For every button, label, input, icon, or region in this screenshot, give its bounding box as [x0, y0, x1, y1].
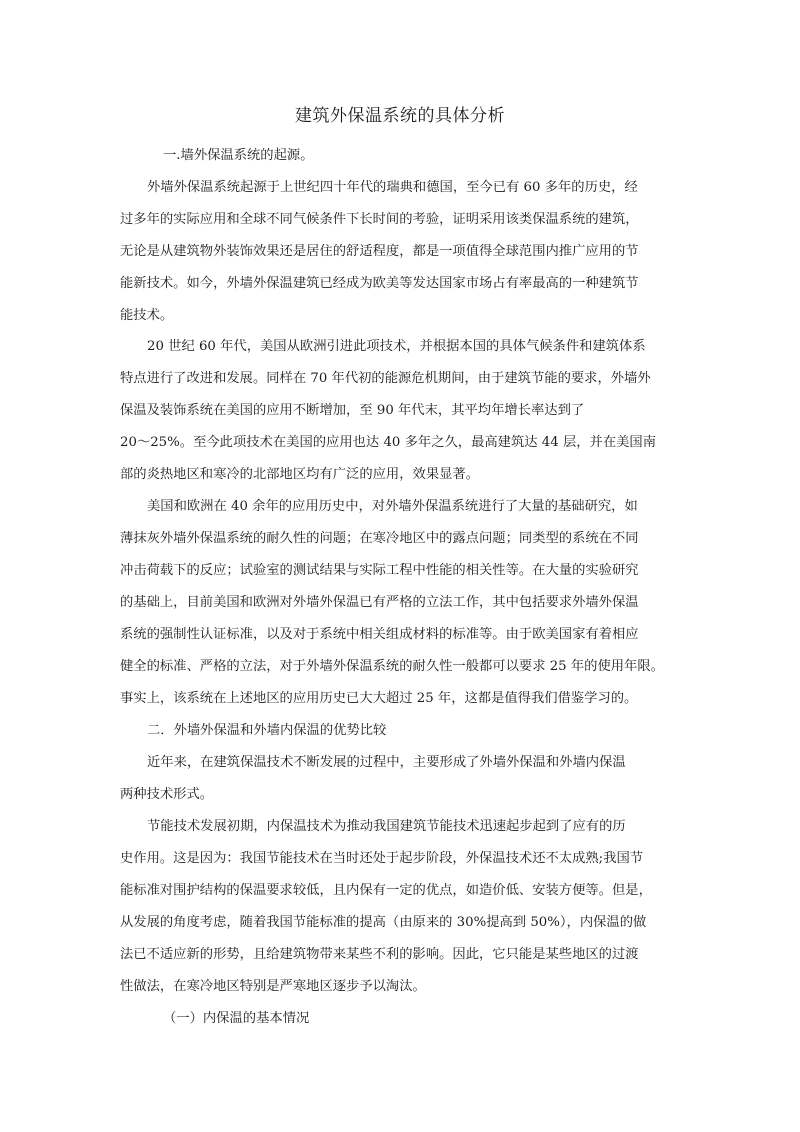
paragraph-line: 保温及装饰系统在美国的应用不断增加，至 90 年代末，其平均年增长率达到了	[120, 403, 585, 418]
paragraph-line: 从发展的角度考虑，随着我国节能标准的提高（由原来的 30%提高到 50%），内保温的做	[120, 915, 647, 930]
paragraph-line: 性做法，在寒冷地区特别是严寒地区逐步予以淘汰。	[120, 979, 426, 994]
section-heading-2: 二．外墙外保温和外墙内保温的优势比较	[147, 723, 387, 738]
paragraph-line: 冲击荷载下的反应；试验室的测试结果与实际工程中性能的相关性等。在大量的实验研究	[120, 563, 639, 578]
paragraph-line: 美国和欧洲在 40 余年的应用历史中，对外墙外保温系统进行了大量的基础研究，如	[147, 499, 638, 514]
paragraph-line: 能技术。	[120, 308, 174, 323]
paragraph-line: 的基础上，目前美国和欧洲对外墙外保温已有严格的立法工作，其中包括要求外墙外保温	[120, 595, 639, 610]
paragraph-line: 特点进行了改进和发展。同样在 70 年代初的能源危机期间，由于建筑节能的要求，外墙外	[120, 371, 651, 386]
paragraph-line: 近年来，在建筑保温技术不断发展的过程中，主要形成了外墙外保温和外墙内保温	[147, 755, 626, 770]
paragraph-line: 过多年的实际应用和全球不同气候条件下长时间的考验，证明采用该类保温系统的建筑，	[120, 212, 639, 227]
paragraph-line: 能新技术。如今，外墙外保温建筑已经成为欧美等发达国家市场占有率最高的一种建筑节	[120, 276, 639, 291]
paragraph-line: 能标准对围护结构的保温要求较低，且内保有一定的优点，如造价低、安装方便等。但是，	[120, 883, 652, 898]
document-title: 建筑外保温系统的具体分析	[295, 106, 505, 126]
paragraph-line: 事实上，该系统在上述地区的应用历史已大大超过 25 年，这都是值得我们借鉴学习的。	[120, 691, 638, 706]
paragraph-line: 20～25%。至今此项技术在美国的应用也达 40 多年之久，最高建筑达 44 层，并在美国南	[120, 435, 657, 450]
paragraph-line: 无论是从建筑物外装饰效果还是居住的舒适程度，都是一项值得全球范围内推广应用的节	[120, 244, 639, 259]
paragraph-line: 系统的强制性认证标准，以及对于系统中相关组成材料的标准等。由于欧美国家有着相应	[120, 627, 639, 642]
section-heading-1: 一.墙外保温系统的起源。	[163, 148, 314, 163]
paragraph-line: 部的炎热地区和寒冷的北部地区均有广泛的应用，效果显著。	[120, 467, 480, 482]
paragraph-line: 节能技术发展初期，内保温技术为推动我国建筑节能技术迅速起步起到了应有的历	[147, 819, 626, 834]
paragraph-line: 健全的标准、严格的立法，对于外墙外保温系统的耐久性一般都可以要求 25 年的使用年限。	[120, 659, 664, 674]
paragraph-line: 外墙外保温系统起源于上世纪四十年代的瑞典和德国，至今已有 60 多年的历史，经	[147, 180, 638, 195]
paragraph-line: 薄抹灰外墙外保温系统的耐久性的问题；在寒冷地区中的露点问题；同类型的系统在不同	[120, 531, 639, 546]
subsection-heading: （一）内保温的基本情况	[163, 1011, 310, 1026]
paragraph-line: 20 世纪 60 年代，美国从欧洲引进此项技术，并根据本国的具体气候条件和建筑体系	[147, 339, 646, 354]
paragraph-line: 史作用。这是因为：我国节能技术在当时还处于起步阶段，外保温技术还不太成熟;我国节	[120, 851, 644, 866]
paragraph-line: 法已不适应新的形势，且给建筑物带来某些不利的影响。因此，它只能是某些地区的过渡	[120, 947, 639, 962]
paragraph-line: 两种技术形式。	[120, 787, 214, 802]
